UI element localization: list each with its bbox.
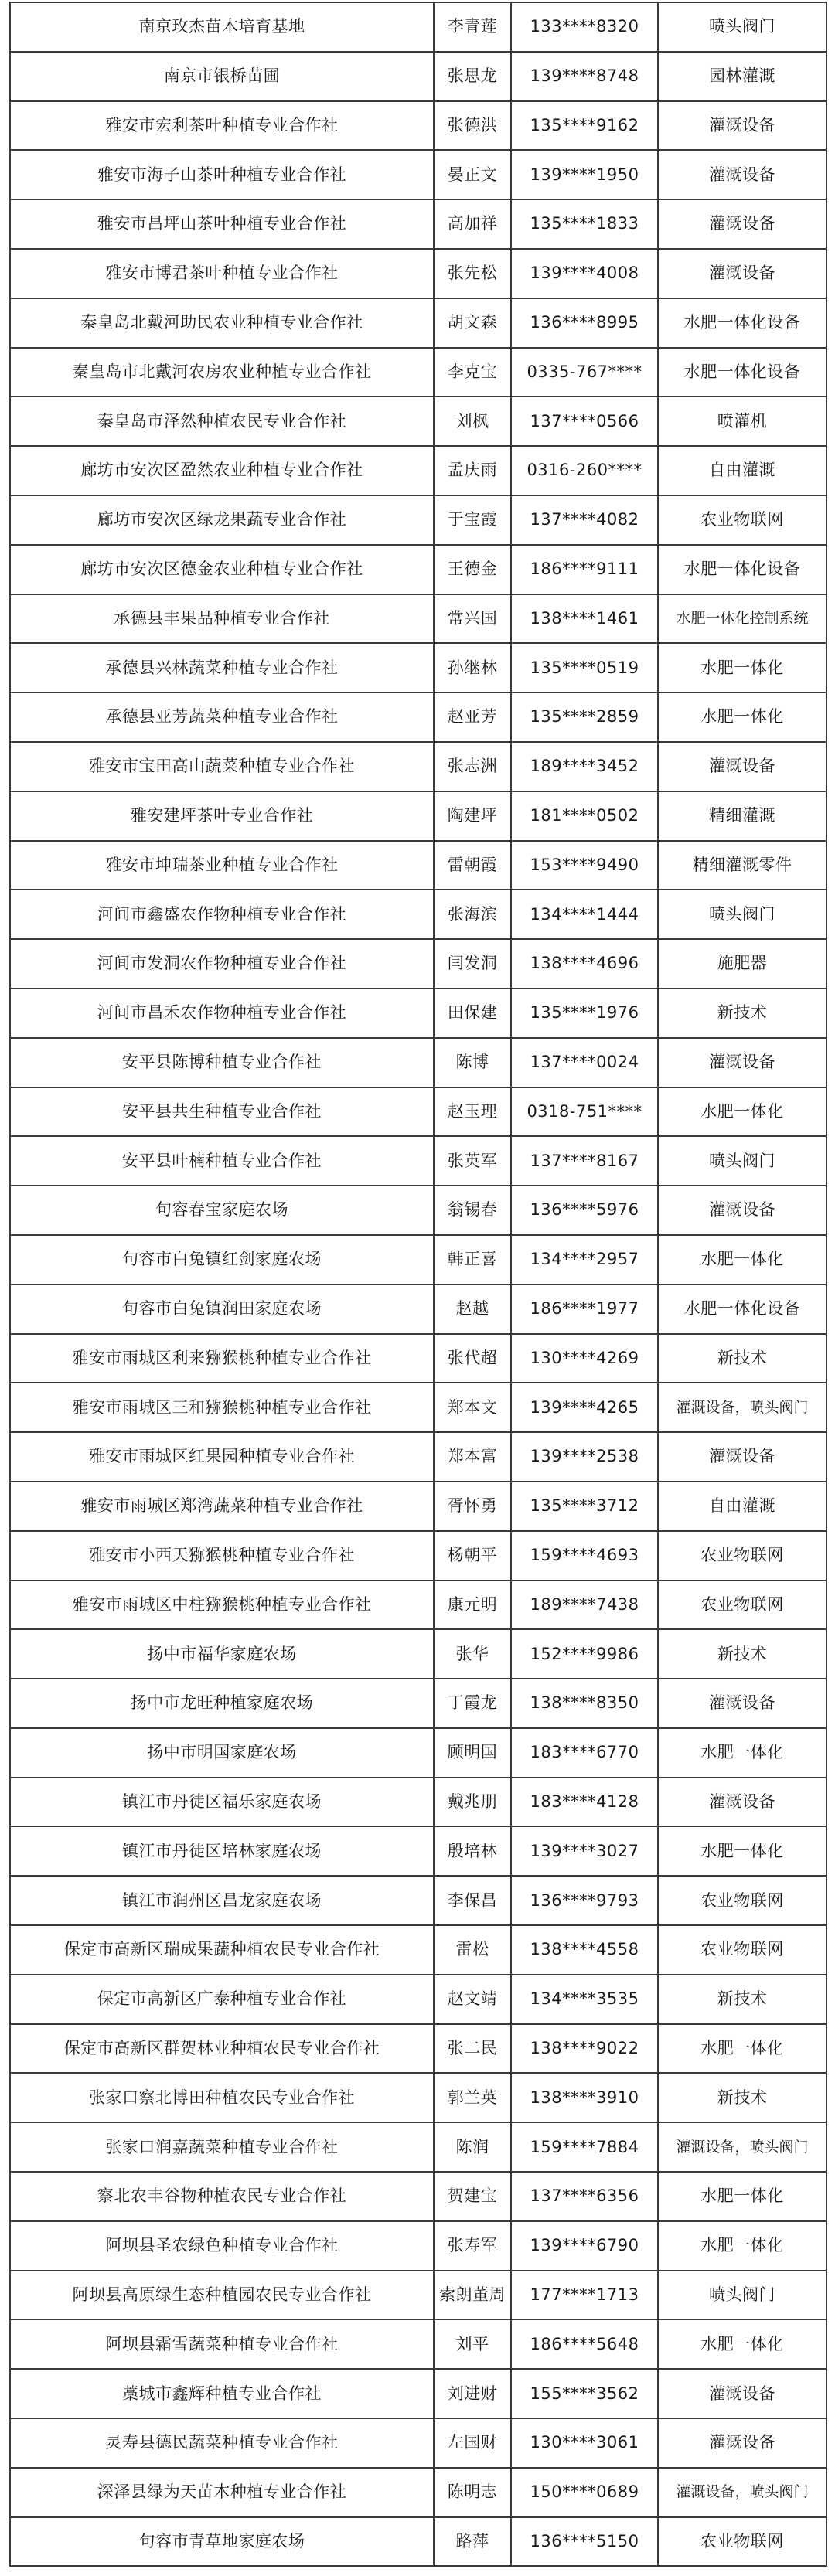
table-row — [10, 890, 826, 939]
phone-cell: 159****4693 — [511, 1531, 658, 1581]
organization-cell: 承德县兴林蔬菜种植专业合作社 — [10, 643, 434, 692]
need-cell: 灌溉设备 — [658, 2418, 826, 2468]
phone-cell: 137****4082 — [511, 495, 658, 545]
contact-name-cell: 高加祥 — [434, 199, 511, 249]
need-cell: 灌溉设备 — [658, 1186, 826, 1235]
contact-name-cell: 郑本富 — [434, 1432, 511, 1482]
phone-cell: 134****2957 — [511, 1235, 658, 1285]
need-cell: 水肥一体化设备 — [658, 1285, 826, 1334]
contact-name-cell: 赵玉理 — [434, 1087, 511, 1137]
need-cell: 农业物联网 — [658, 1581, 826, 1630]
phone-cell: 183****4128 — [511, 1778, 658, 1827]
need-cell: 新技术 — [658, 989, 826, 1038]
organization-cell: 河间市鑫盛农作物种植专业合作社 — [10, 890, 434, 939]
phone-cell: 189****3452 — [511, 742, 658, 791]
contact-name-cell: 胥怀勇 — [434, 1482, 511, 1531]
contact-name-cell: 左国财 — [434, 2418, 511, 2468]
organization-cell: 雅安市昌坪山茶叶种植专业合作社 — [10, 199, 434, 249]
phone-cell: 183****6770 — [511, 1728, 658, 1778]
need-cell: 自由灌溉 — [658, 446, 826, 495]
phone-cell: 186****1977 — [511, 1285, 658, 1334]
phone-cell: 136****5976 — [511, 1186, 658, 1235]
table-row — [10, 1876, 826, 1925]
contact-name-cell: 贺建宝 — [434, 2172, 511, 2221]
phone-cell: 150****0689 — [511, 2468, 658, 2517]
phone-cell: 155****3562 — [511, 2369, 658, 2418]
need-cell: 灌溉设备 — [658, 150, 826, 199]
contact-name-cell: 刘平 — [434, 2319, 511, 2369]
contact-name-cell: 刘进财 — [434, 2369, 511, 2418]
organization-cell: 阿坝县霜雪蔬菜种植专业合作社 — [10, 2319, 434, 2369]
contact-name-cell: 顾明国 — [434, 1728, 511, 1778]
phone-cell: 0316-260**** — [511, 446, 658, 495]
need-cell: 灌溉设备 — [658, 1778, 826, 1827]
table-row — [10, 692, 826, 742]
phone-cell: 137****0024 — [511, 1038, 658, 1087]
organization-cell: 安平县陈博种植专业合作社 — [10, 1038, 434, 1087]
phone-cell: 134****1444 — [511, 890, 658, 939]
organization-cell: 雅安市博君茶叶种植专业合作社 — [10, 249, 434, 298]
table-row — [10, 2271, 826, 2320]
organization-cell: 张家口察北博田种植农民专业合作社 — [10, 2073, 434, 2122]
need-cell: 水肥一体化设备 — [658, 348, 826, 397]
need-cell: 灌溉设备 — [658, 199, 826, 249]
contact-name-cell: 张华 — [434, 1629, 511, 1679]
cooperative-contact-table — [9, 2, 827, 2567]
contact-name-cell: 殷培林 — [434, 1826, 511, 1876]
table-row — [10, 495, 826, 545]
contact-name-cell: 胡文森 — [434, 298, 511, 348]
contact-name-cell: 王德金 — [434, 545, 511, 594]
phone-cell: 0335-767**** — [511, 348, 658, 397]
contact-name-cell: 李克宝 — [434, 348, 511, 397]
organization-cell: 雅安市雨城区三和猕猴桃种植专业合作社 — [10, 1383, 434, 1432]
need-cell: 水肥一体化 — [658, 643, 826, 692]
table-row — [10, 1432, 826, 1482]
organization-cell: 雅安市海子山茶叶种植专业合作社 — [10, 150, 434, 199]
contact-name-cell: 李保昌 — [434, 1876, 511, 1925]
need-cell: 农业物联网 — [658, 1925, 826, 1975]
table-row — [10, 52, 826, 101]
contact-name-cell: 陈明志 — [434, 2468, 511, 2517]
need-cell: 灌溉设备，喷头阀门 — [658, 1383, 826, 1432]
phone-cell: 138****9022 — [511, 2024, 658, 2074]
need-cell: 灌溉设备，喷头阀门 — [658, 2468, 826, 2517]
table-row — [10, 1629, 826, 1679]
table-row — [10, 1087, 826, 1137]
phone-cell: 139****4265 — [511, 1383, 658, 1432]
phone-cell: 135****3712 — [511, 1482, 658, 1531]
need-cell: 新技术 — [658, 1975, 826, 2024]
organization-cell: 秦皇岛市北戴河农房农业种植专业合作社 — [10, 348, 434, 397]
table-row — [10, 1826, 826, 1876]
organization-cell: 保定市高新区群贺林业种植农民专业合作社 — [10, 2024, 434, 2074]
need-cell: 灌溉设备 — [658, 1432, 826, 1482]
table-row — [10, 545, 826, 594]
contact-name-cell: 陈博 — [434, 1038, 511, 1087]
table-row — [10, 199, 826, 249]
contact-name-cell: 张寿军 — [434, 2221, 511, 2271]
contact-name-cell: 翁锡春 — [434, 1186, 511, 1235]
organization-cell: 安平县共生种植专业合作社 — [10, 1087, 434, 1137]
contact-name-cell: 丁霞龙 — [434, 1679, 511, 1728]
phone-cell: 137****8167 — [511, 1136, 658, 1186]
table-row — [10, 1235, 826, 1285]
contact-name-cell: 赵文靖 — [434, 1975, 511, 2024]
need-cell: 灌溉设备 — [658, 249, 826, 298]
phone-cell: 189****7438 — [511, 1581, 658, 1630]
phone-cell: 181****0502 — [511, 791, 658, 841]
table-row — [10, 2024, 826, 2074]
need-cell: 农业物联网 — [658, 1531, 826, 1581]
need-cell: 灌溉设备 — [658, 1038, 826, 1087]
table-row — [10, 1679, 826, 1728]
phone-cell: 135****0519 — [511, 643, 658, 692]
organization-cell: 承德县亚芳蔬菜种植专业合作社 — [10, 692, 434, 742]
phone-cell: 135****2859 — [511, 692, 658, 742]
contact-name-cell: 韩正喜 — [434, 1235, 511, 1285]
organization-cell: 藁城市鑫辉种植专业合作社 — [10, 2369, 434, 2418]
organization-cell: 深泽县绿为天苗木种植专业合作社 — [10, 2468, 434, 2517]
table-body — [10, 2, 826, 2566]
contact-name-cell: 刘枫 — [434, 396, 511, 446]
organization-cell: 句容市青草地家庭农场 — [10, 2517, 434, 2567]
organization-cell: 镇江市润州区昌龙家庭农场 — [10, 1876, 434, 1925]
need-cell: 水肥一体化 — [658, 692, 826, 742]
organization-cell: 雅安市雨城区红果园种植专业合作社 — [10, 1432, 434, 1482]
table-row — [10, 1482, 826, 1531]
table-row — [10, 2073, 826, 2122]
phone-cell: 137****0566 — [511, 396, 658, 446]
need-cell: 灌溉设备 — [658, 1679, 826, 1728]
phone-cell: 177****1713 — [511, 2271, 658, 2320]
phone-cell: 138****3910 — [511, 2073, 658, 2122]
organization-cell: 雅安市坤瑞茶业种植专业合作社 — [10, 841, 434, 890]
contact-name-cell: 张德洪 — [434, 101, 511, 151]
phone-cell: 134****3535 — [511, 1975, 658, 2024]
organization-cell: 廊坊市安次区德金农业种植专业合作社 — [10, 545, 434, 594]
organization-cell: 镇江市丹徒区培林家庭农场 — [10, 1826, 434, 1876]
contact-name-cell: 常兴国 — [434, 594, 511, 644]
need-cell: 水肥一体化 — [658, 2319, 826, 2369]
phone-cell: 136****5150 — [511, 2517, 658, 2567]
contact-name-cell: 田保建 — [434, 989, 511, 1038]
contact-name-cell: 张先松 — [434, 249, 511, 298]
table-row — [10, 150, 826, 199]
contact-name-cell: 张思龙 — [434, 52, 511, 101]
organization-cell: 秦皇岛市泽然种植农民专业合作社 — [10, 396, 434, 446]
table-row — [10, 2122, 826, 2172]
contact-name-cell: 晏正文 — [434, 150, 511, 199]
need-cell: 自由灌溉 — [658, 1482, 826, 1531]
organization-cell: 雅安市雨城区利来猕猴桃种植专业合作社 — [10, 1334, 434, 1383]
phone-cell: 186****5648 — [511, 2319, 658, 2369]
organization-cell: 阿坝县圣农绿色种植专业合作社 — [10, 2221, 434, 2271]
phone-cell: 0318-751**** — [511, 1087, 658, 1137]
need-cell: 精细灌溉 — [658, 791, 826, 841]
need-cell: 新技术 — [658, 2073, 826, 2122]
contact-name-cell: 戴兆朋 — [434, 1778, 511, 1827]
organization-cell: 雅安市雨城区郑湾蔬菜种植专业合作社 — [10, 1482, 434, 1531]
need-cell: 水肥一体化 — [658, 2024, 826, 2074]
table-row — [10, 791, 826, 841]
organization-cell: 雅安市雨城区中柱猕猴桃种植专业合作社 — [10, 1581, 434, 1630]
contact-name-cell: 张英军 — [434, 1136, 511, 1186]
need-cell: 水肥一体化 — [658, 2172, 826, 2221]
organization-cell: 雅安市宏利茶叶种植专业合作社 — [10, 101, 434, 151]
need-cell: 水肥一体化控制系统 — [658, 594, 826, 644]
phone-cell: 138****4558 — [511, 1925, 658, 1975]
table-row — [10, 1334, 826, 1383]
table-row — [10, 989, 826, 1038]
organization-cell: 阿坝县高原绿生态种植园农民专业合作社 — [10, 2271, 434, 2320]
need-cell: 灌溉设备 — [658, 101, 826, 151]
phone-cell: 139****2538 — [511, 1432, 658, 1482]
table-row — [10, 841, 826, 890]
table-row — [10, 101, 826, 151]
organization-cell: 扬中市福华家庭农场 — [10, 1629, 434, 1679]
organization-cell: 扬中市龙旺种植家庭农场 — [10, 1679, 434, 1728]
table-row — [10, 1531, 826, 1581]
need-cell: 施肥器 — [658, 939, 826, 989]
contact-name-cell: 孙继林 — [434, 643, 511, 692]
need-cell: 农业物联网 — [658, 495, 826, 545]
table-row — [10, 2369, 826, 2418]
need-cell: 喷灌机 — [658, 396, 826, 446]
need-cell: 水肥一体化 — [658, 1235, 826, 1285]
need-cell: 水肥一体化 — [658, 1087, 826, 1137]
table-row — [10, 298, 826, 348]
table-row — [10, 643, 826, 692]
phone-cell: 152****9986 — [511, 1629, 658, 1679]
contact-name-cell: 雷松 — [434, 1925, 511, 1975]
phone-cell: 135****1833 — [511, 199, 658, 249]
phone-cell: 136****9793 — [511, 1876, 658, 1925]
need-cell: 农业物联网 — [658, 2517, 826, 2567]
contact-name-cell: 闫发洞 — [434, 939, 511, 989]
contact-name-cell: 赵亚芳 — [434, 692, 511, 742]
phone-cell: 139****3027 — [511, 1826, 658, 1876]
contact-name-cell: 陈润 — [434, 2122, 511, 2172]
need-cell: 水肥一体化设备 — [658, 298, 826, 348]
need-cell: 喷头阀门 — [658, 2271, 826, 2320]
table-row — [10, 2418, 826, 2468]
organization-cell: 安平县叶楠种植专业合作社 — [10, 1136, 434, 1186]
organization-cell: 秦皇岛北戴河助民农业种植专业合作社 — [10, 298, 434, 348]
table-row — [10, 1975, 826, 2024]
contact-name-cell: 张海滨 — [434, 890, 511, 939]
table-row — [10, 446, 826, 495]
table-row — [10, 348, 826, 397]
phone-cell: 133****8320 — [511, 2, 658, 52]
organization-cell: 扬中市明国家庭农场 — [10, 1728, 434, 1778]
organization-cell: 句容市白兔镇红剑家庭农场 — [10, 1235, 434, 1285]
need-cell: 喷头阀门 — [658, 2, 826, 52]
organization-cell: 察北农丰谷物种植农民专业合作社 — [10, 2172, 434, 2221]
phone-cell: 137****6356 — [511, 2172, 658, 2221]
organization-cell: 南京玫杰苗木培育基地 — [10, 2, 434, 52]
table-row — [10, 939, 826, 989]
need-cell: 新技术 — [658, 1334, 826, 1383]
table-row — [10, 249, 826, 298]
table-row — [10, 1728, 826, 1778]
contact-name-cell: 赵越 — [434, 1285, 511, 1334]
need-cell: 水肥一体化设备 — [658, 545, 826, 594]
contact-name-cell: 张二民 — [434, 2024, 511, 2074]
table-row — [10, 1186, 826, 1235]
organization-cell: 雅安市小西天猕猴桃种植专业合作社 — [10, 1531, 434, 1581]
organization-cell: 河间市昌禾农作物种植专业合作社 — [10, 989, 434, 1038]
need-cell: 水肥一体化 — [658, 2221, 826, 2271]
need-cell: 喷头阀门 — [658, 890, 826, 939]
need-cell: 精细灌溉零件 — [658, 841, 826, 890]
need-cell: 园林灌溉 — [658, 52, 826, 101]
organization-cell: 河间市发洞农作物种植专业合作社 — [10, 939, 434, 989]
need-cell: 水肥一体化 — [658, 1826, 826, 1876]
table-row — [10, 2221, 826, 2271]
table-row — [10, 1581, 826, 1630]
need-cell: 农业物联网 — [658, 1876, 826, 1925]
phone-cell: 139****4008 — [511, 249, 658, 298]
contact-name-cell: 张代超 — [434, 1334, 511, 1383]
contact-name-cell: 索朗董周 — [434, 2271, 511, 2320]
phone-cell: 130****3061 — [511, 2418, 658, 2468]
phone-cell: 136****8995 — [511, 298, 658, 348]
contact-name-cell: 孟庆雨 — [434, 446, 511, 495]
contact-name-cell: 杨朝平 — [434, 1531, 511, 1581]
organization-cell: 句容春宝家庭农场 — [10, 1186, 434, 1235]
phone-cell: 153****9490 — [511, 841, 658, 890]
organization-cell: 雅安建坪茶叶专业合作社 — [10, 791, 434, 841]
table-row — [10, 2, 826, 52]
table-row — [10, 1925, 826, 1975]
table-row — [10, 396, 826, 446]
table-row — [10, 1383, 826, 1432]
contact-name-cell: 雷朝霞 — [434, 841, 511, 890]
need-cell: 水肥一体化 — [658, 1728, 826, 1778]
phone-cell: 135****9162 — [511, 101, 658, 151]
table-row — [10, 2517, 826, 2567]
organization-cell: 镇江市丹徒区福乐家庭农场 — [10, 1778, 434, 1827]
table-row — [10, 1778, 826, 1827]
phone-cell: 139****8748 — [511, 52, 658, 101]
phone-cell: 139****1950 — [511, 150, 658, 199]
phone-cell: 139****6790 — [511, 2221, 658, 2271]
organization-cell: 廊坊市安次区绿龙果蔬专业合作社 — [10, 495, 434, 545]
organization-cell: 句容市白兔镇润田家庭农场 — [10, 1285, 434, 1334]
table-row — [10, 1136, 826, 1186]
phone-cell: 159****7884 — [511, 2122, 658, 2172]
table-row — [10, 2468, 826, 2517]
need-cell: 新技术 — [658, 1629, 826, 1679]
phone-cell: 186****9111 — [511, 545, 658, 594]
contact-name-cell: 路萍 — [434, 2517, 511, 2567]
contact-name-cell: 张志洲 — [434, 742, 511, 791]
phone-cell: 135****1976 — [511, 989, 658, 1038]
table-row — [10, 594, 826, 644]
contact-name-cell: 于宝霞 — [434, 495, 511, 545]
organization-cell: 廊坊市安次区盈然农业种植专业合作社 — [10, 446, 434, 495]
organization-cell: 承德县丰果品种植专业合作社 — [10, 594, 434, 644]
contact-name-cell: 康元明 — [434, 1581, 511, 1630]
organization-cell: 南京市银桥苗圃 — [10, 52, 434, 101]
organization-cell: 雅安市宝田高山蔬菜种植专业合作社 — [10, 742, 434, 791]
need-cell: 灌溉设备 — [658, 2369, 826, 2418]
contact-name-cell: 郑本文 — [434, 1383, 511, 1432]
table-row — [10, 2319, 826, 2369]
contact-name-cell: 郭兰英 — [434, 2073, 511, 2122]
phone-cell: 138****8350 — [511, 1679, 658, 1728]
organization-cell: 张家口润嘉蔬菜种植专业合作社 — [10, 2122, 434, 2172]
contact-name-cell: 李青莲 — [434, 2, 511, 52]
organization-cell: 保定市高新区瑞成果蔬种植农民专业合作社 — [10, 1925, 434, 1975]
table-row — [10, 2172, 826, 2221]
phone-cell: 138****1461 — [511, 594, 658, 644]
organization-cell: 保定市高新区广泰种植专业合作社 — [10, 1975, 434, 2024]
need-cell: 灌溉设备，喷头阀门 — [658, 2122, 826, 2172]
contact-name-cell: 陶建坪 — [434, 791, 511, 841]
need-cell: 灌溉设备 — [658, 742, 826, 791]
table-row — [10, 1038, 826, 1087]
table-row — [10, 742, 826, 791]
table-row — [10, 1285, 826, 1334]
organization-cell: 灵寿县德民蔬菜种植专业合作社 — [10, 2418, 434, 2468]
phone-cell: 138****4696 — [511, 939, 658, 989]
need-cell: 喷头阀门 — [658, 1136, 826, 1186]
phone-cell: 130****4269 — [511, 1334, 658, 1383]
